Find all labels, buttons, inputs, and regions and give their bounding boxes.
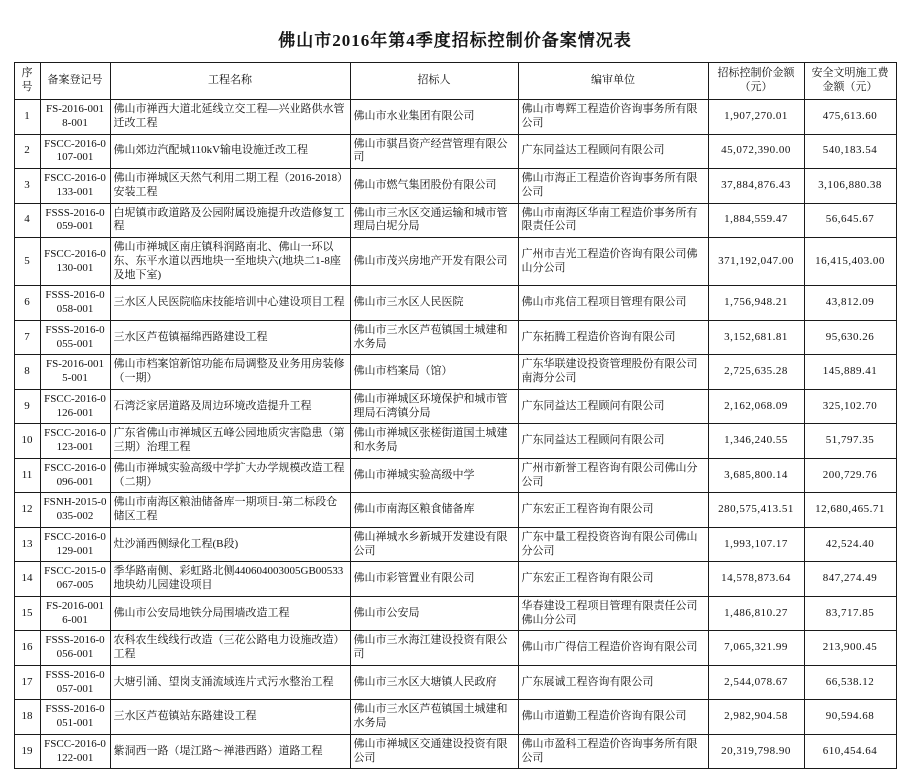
cell-reviewer: 广东同益达工程顾问有限公司: [518, 134, 708, 169]
cell-serial: 6: [14, 286, 40, 321]
cell-serial: 3: [14, 169, 40, 204]
cell-registration: FSCC-2016-0129-001: [40, 527, 110, 562]
cell-tenderer: 佛山市档案局（馆）: [350, 355, 518, 390]
cell-registration: FS-2016-0016-001: [40, 596, 110, 631]
cell-project: 广东省佛山市禅城区五峰公园地质灾害隐患（第三期）治理工程: [110, 424, 350, 459]
cell-tenderer: 佛山市三水区大塘镇人民政府: [350, 665, 518, 700]
cell-project: 佛山市南海区粮油储备库一期项目-第二标段仓储区工程: [110, 493, 350, 528]
cell-safety-fee: 213,900.45: [804, 631, 896, 666]
cell-tenderer: 佛山市骐昌资产经营管理有限公司: [350, 134, 518, 169]
header-registration: 备案登记号: [40, 63, 110, 100]
cell-reviewer: 佛山市南海区华南工程造价事务所有限责任公司: [518, 203, 708, 238]
cell-project: 季华路南侧、彩虹路北侧440604003005GB00533地块幼儿园建设项目: [110, 562, 350, 597]
cell-control-price: 280,575,413.51: [708, 493, 804, 528]
cell-project: 三水区芦苞镇站东路建设工程: [110, 700, 350, 735]
cell-safety-fee: 475,613.60: [804, 100, 896, 135]
cell-control-price: 1,346,240.55: [708, 424, 804, 459]
cell-control-price: 371,192,047.00: [708, 238, 804, 286]
cell-tenderer: 佛山市三水区芦苞镇国土城建和水务局: [350, 320, 518, 355]
cell-tenderer: 佛山市公安局: [350, 596, 518, 631]
cell-control-price: 2,544,078.67: [708, 665, 804, 700]
cell-registration: FSSS-2016-0055-001: [40, 320, 110, 355]
header-reviewer: 编审单位: [518, 63, 708, 100]
table-row: [14, 355, 896, 390]
cell-reviewer: 佛山市海正工程造价咨询事务所有限公司: [518, 169, 708, 204]
cell-registration: FSCC-2016-0130-001: [40, 238, 110, 286]
cell-control-price: 1,907,270.01: [708, 100, 804, 135]
cell-reviewer: 佛山市粤辉工程造价咨询事务所有限公司: [518, 100, 708, 135]
cell-reviewer: 佛山市盈科工程造价咨询事务所有限公司: [518, 734, 708, 769]
cell-tenderer: 佛山市禅城实验高级中学: [350, 458, 518, 493]
cell-registration: FSSS-2016-0058-001: [40, 286, 110, 321]
cell-reviewer: 广东中量工程投资咨询有限公司佛山分公司: [518, 527, 708, 562]
table-header-row: [14, 63, 896, 100]
cell-project: 大塘引涌、望岗支涌流域连片式污水整治工程: [110, 665, 350, 700]
cell-serial: 19: [14, 734, 40, 769]
cell-control-price: 1,486,810.27: [708, 596, 804, 631]
cell-safety-fee: 16,415,403.00: [804, 238, 896, 286]
header-project: 工程名称: [110, 63, 350, 100]
cell-registration: FSSS-2016-0057-001: [40, 665, 110, 700]
cell-serial: 4: [14, 203, 40, 238]
cell-serial: 12: [14, 493, 40, 528]
cell-safety-fee: 95,630.26: [804, 320, 896, 355]
cell-serial: 16: [14, 631, 40, 666]
table-row: [14, 134, 896, 169]
cell-safety-fee: 43,812.09: [804, 286, 896, 321]
cell-reviewer: 佛山市兆信工程项目管理有限公司: [518, 286, 708, 321]
cell-registration: FSCC-2016-0096-001: [40, 458, 110, 493]
cell-tenderer: 佛山市三水区人民医院: [350, 286, 518, 321]
filing-table: [14, 62, 897, 769]
cell-registration: FSSS-2016-0059-001: [40, 203, 110, 238]
cell-reviewer: 佛山市道勤工程造价咨询有限公司: [518, 700, 708, 735]
cell-tenderer: 佛山市禅城区环境保护和城市管理局石湾镇分局: [350, 389, 518, 424]
cell-reviewer: 广东华联建设投资管理股份有限公司南海分公司: [518, 355, 708, 390]
cell-reviewer: 广东同益达工程顾问有限公司: [518, 389, 708, 424]
cell-control-price: 14,578,873.64: [708, 562, 804, 597]
cell-tenderer: 佛山市彩管置业有限公司: [350, 562, 518, 597]
cell-serial: 5: [14, 238, 40, 286]
cell-project: 三水区人民医院临床技能培训中心建设项目工程: [110, 286, 350, 321]
cell-registration: FSCC-2016-0122-001: [40, 734, 110, 769]
table-row: [14, 169, 896, 204]
cell-safety-fee: 42,524.40: [804, 527, 896, 562]
cell-registration: FSNH-2015-0035-002: [40, 493, 110, 528]
cell-tenderer: 佛山市水业集团有限公司: [350, 100, 518, 135]
cell-safety-fee: 3,106,880.38: [804, 169, 896, 204]
cell-control-price: 1,756,948.21: [708, 286, 804, 321]
cell-safety-fee: 325,102.70: [804, 389, 896, 424]
cell-reviewer: 广东宏正工程咨询有限公司: [518, 493, 708, 528]
cell-safety-fee: 66,538.12: [804, 665, 896, 700]
cell-registration: FSCC-2016-0133-001: [40, 169, 110, 204]
cell-project: 农科农生线线行改造（三花公路电力设施改造）工程: [110, 631, 350, 666]
cell-tenderer: 佛山禅城水乡新城开发建设有限公司: [350, 527, 518, 562]
cell-serial: 18: [14, 700, 40, 735]
cell-serial: 11: [14, 458, 40, 493]
cell-tenderer: 佛山市禅城区交通建设投资有限公司: [350, 734, 518, 769]
cell-registration: FSCC-2016-0107-001: [40, 134, 110, 169]
cell-reviewer: 广东展诚工程咨询有限公司: [518, 665, 708, 700]
cell-tenderer: 佛山市三水区交通运输和城市管理局白坭分局: [350, 203, 518, 238]
cell-project: 佛山市禅城区南庄镇科润路南北、佛山一环以东、东平水道以西地块一至地块六(地块二1-8座及地下室): [110, 238, 350, 286]
cell-reviewer: 华春建设工程项目管理有限责任公司佛山分公司: [518, 596, 708, 631]
cell-tenderer: 佛山市茂兴房地产开发有限公司: [350, 238, 518, 286]
table-body: [14, 100, 896, 769]
header-safety-fee: 安全文明施工费金额（元）: [804, 63, 896, 100]
table-row: [14, 389, 896, 424]
table-row: [14, 562, 896, 597]
cell-control-price: 45,072,390.00: [708, 134, 804, 169]
cell-safety-fee: 540,183.54: [804, 134, 896, 169]
page-title: 佛山市2016年第4季度招标控制价备案情况表: [278, 31, 632, 50]
cell-reviewer: 广东拓腾工程造价咨询有限公司: [518, 320, 708, 355]
cell-control-price: 1,884,559.47: [708, 203, 804, 238]
table-row: [14, 527, 896, 562]
cell-control-price: 1,993,107.17: [708, 527, 804, 562]
header-tenderer: 招标人: [350, 63, 518, 100]
cell-registration: FSCC-2015-0067-005: [40, 562, 110, 597]
cell-serial: 7: [14, 320, 40, 355]
cell-serial: 8: [14, 355, 40, 390]
cell-project: 佛山市公安局地铁分局围墙改造工程: [110, 596, 350, 631]
cell-tenderer: 佛山市三水区芦苞镇国土城建和水务局: [350, 700, 518, 735]
cell-control-price: 2,982,904.58: [708, 700, 804, 735]
cell-reviewer: 广州市新誉工程咨询有限公司佛山分公司: [518, 458, 708, 493]
table-row: [14, 734, 896, 769]
cell-tenderer: 佛山市燃气集团股份有限公司: [350, 169, 518, 204]
cell-safety-fee: 847,274.49: [804, 562, 896, 597]
table-row: [14, 631, 896, 666]
table-row: [14, 238, 896, 286]
cell-serial: 9: [14, 389, 40, 424]
cell-control-price: 2,725,635.28: [708, 355, 804, 390]
cell-safety-fee: 83,717.85: [804, 596, 896, 631]
cell-tenderer: 佛山市禅城区张槎街道国土城建和水务局: [350, 424, 518, 459]
cell-project: 紫洞西一路（堤江路～禅港西路）道路工程: [110, 734, 350, 769]
cell-registration: FSCC-2016-0126-001: [40, 389, 110, 424]
cell-project: 佛山市禅城实验高级中学扩大办学规模改造工程（二期）: [110, 458, 350, 493]
header-serial: 序号: [14, 63, 40, 100]
cell-registration: FSCC-2016-0123-001: [40, 424, 110, 459]
cell-control-price: 7,065,321.99: [708, 631, 804, 666]
table-row: [14, 100, 896, 135]
cell-serial: 15: [14, 596, 40, 631]
cell-registration: FS-2016-0018-001: [40, 100, 110, 135]
cell-control-price: 37,884,876.43: [708, 169, 804, 204]
cell-tenderer: 佛山市南海区粮食储备库: [350, 493, 518, 528]
cell-safety-fee: 12,680,465.71: [804, 493, 896, 528]
cell-control-price: 20,319,798.90: [708, 734, 804, 769]
cell-project: 佛山郊边汽配城110kV输电设施迁改工程: [110, 134, 350, 169]
header-control-price: 招标控制价金额（元）: [708, 63, 804, 100]
cell-safety-fee: 51,797.35: [804, 424, 896, 459]
cell-safety-fee: 145,889.41: [804, 355, 896, 390]
table-row: [14, 596, 896, 631]
cell-safety-fee: 56,645.67: [804, 203, 896, 238]
cell-project: 石湾泛家居道路及周边环境改造提升工程: [110, 389, 350, 424]
table-row: [14, 286, 896, 321]
cell-reviewer: 广东宏正工程咨询有限公司: [518, 562, 708, 597]
cell-tenderer: 佛山市三水海江建设投资有限公司: [350, 631, 518, 666]
cell-serial: 2: [14, 134, 40, 169]
cell-registration: FSSS-2016-0051-001: [40, 700, 110, 735]
cell-serial: 17: [14, 665, 40, 700]
cell-safety-fee: 90,594.68: [804, 700, 896, 735]
table-row: [14, 320, 896, 355]
cell-project: 灶沙涌西侧绿化工程(B段): [110, 527, 350, 562]
table-row: [14, 700, 896, 735]
table-row: [14, 424, 896, 459]
cell-project: 白坭镇市政道路及公园附属设施提升改造修复工程: [110, 203, 350, 238]
table-row: [14, 203, 896, 238]
cell-reviewer: 佛山市广得信工程造价咨询有限公司: [518, 631, 708, 666]
cell-control-price: 2,162,068.09: [708, 389, 804, 424]
cell-control-price: 3,685,800.14: [708, 458, 804, 493]
table-row: [14, 493, 896, 528]
cell-control-price: 3,152,681.81: [708, 320, 804, 355]
table-row: [14, 665, 896, 700]
cell-project: 三水区芦苞镇福绵西路建设工程: [110, 320, 350, 355]
cell-project: 佛山市禅西大道北延线立交工程—兴业路供水管迁改工程: [110, 100, 350, 135]
table-row: [14, 458, 896, 493]
cell-reviewer: 广州市吉光工程造价咨询有限公司佛山分公司: [518, 238, 708, 286]
cell-project: 佛山市档案馆新馆功能布局调整及业务用房装修（一期）: [110, 355, 350, 390]
cell-safety-fee: 610,454.64: [804, 734, 896, 769]
cell-registration: FSSS-2016-0056-001: [40, 631, 110, 666]
cell-serial: 13: [14, 527, 40, 562]
cell-safety-fee: 200,729.76: [804, 458, 896, 493]
cell-serial: 10: [14, 424, 40, 459]
cell-serial: 14: [14, 562, 40, 597]
cell-serial: 1: [14, 100, 40, 135]
cell-registration: FS-2016-0015-001: [40, 355, 110, 390]
cell-reviewer: 广东同益达工程顾问有限公司: [518, 424, 708, 459]
cell-project: 佛山市禅城区天然气利用二期工程（2016-2018）安装工程: [110, 169, 350, 204]
